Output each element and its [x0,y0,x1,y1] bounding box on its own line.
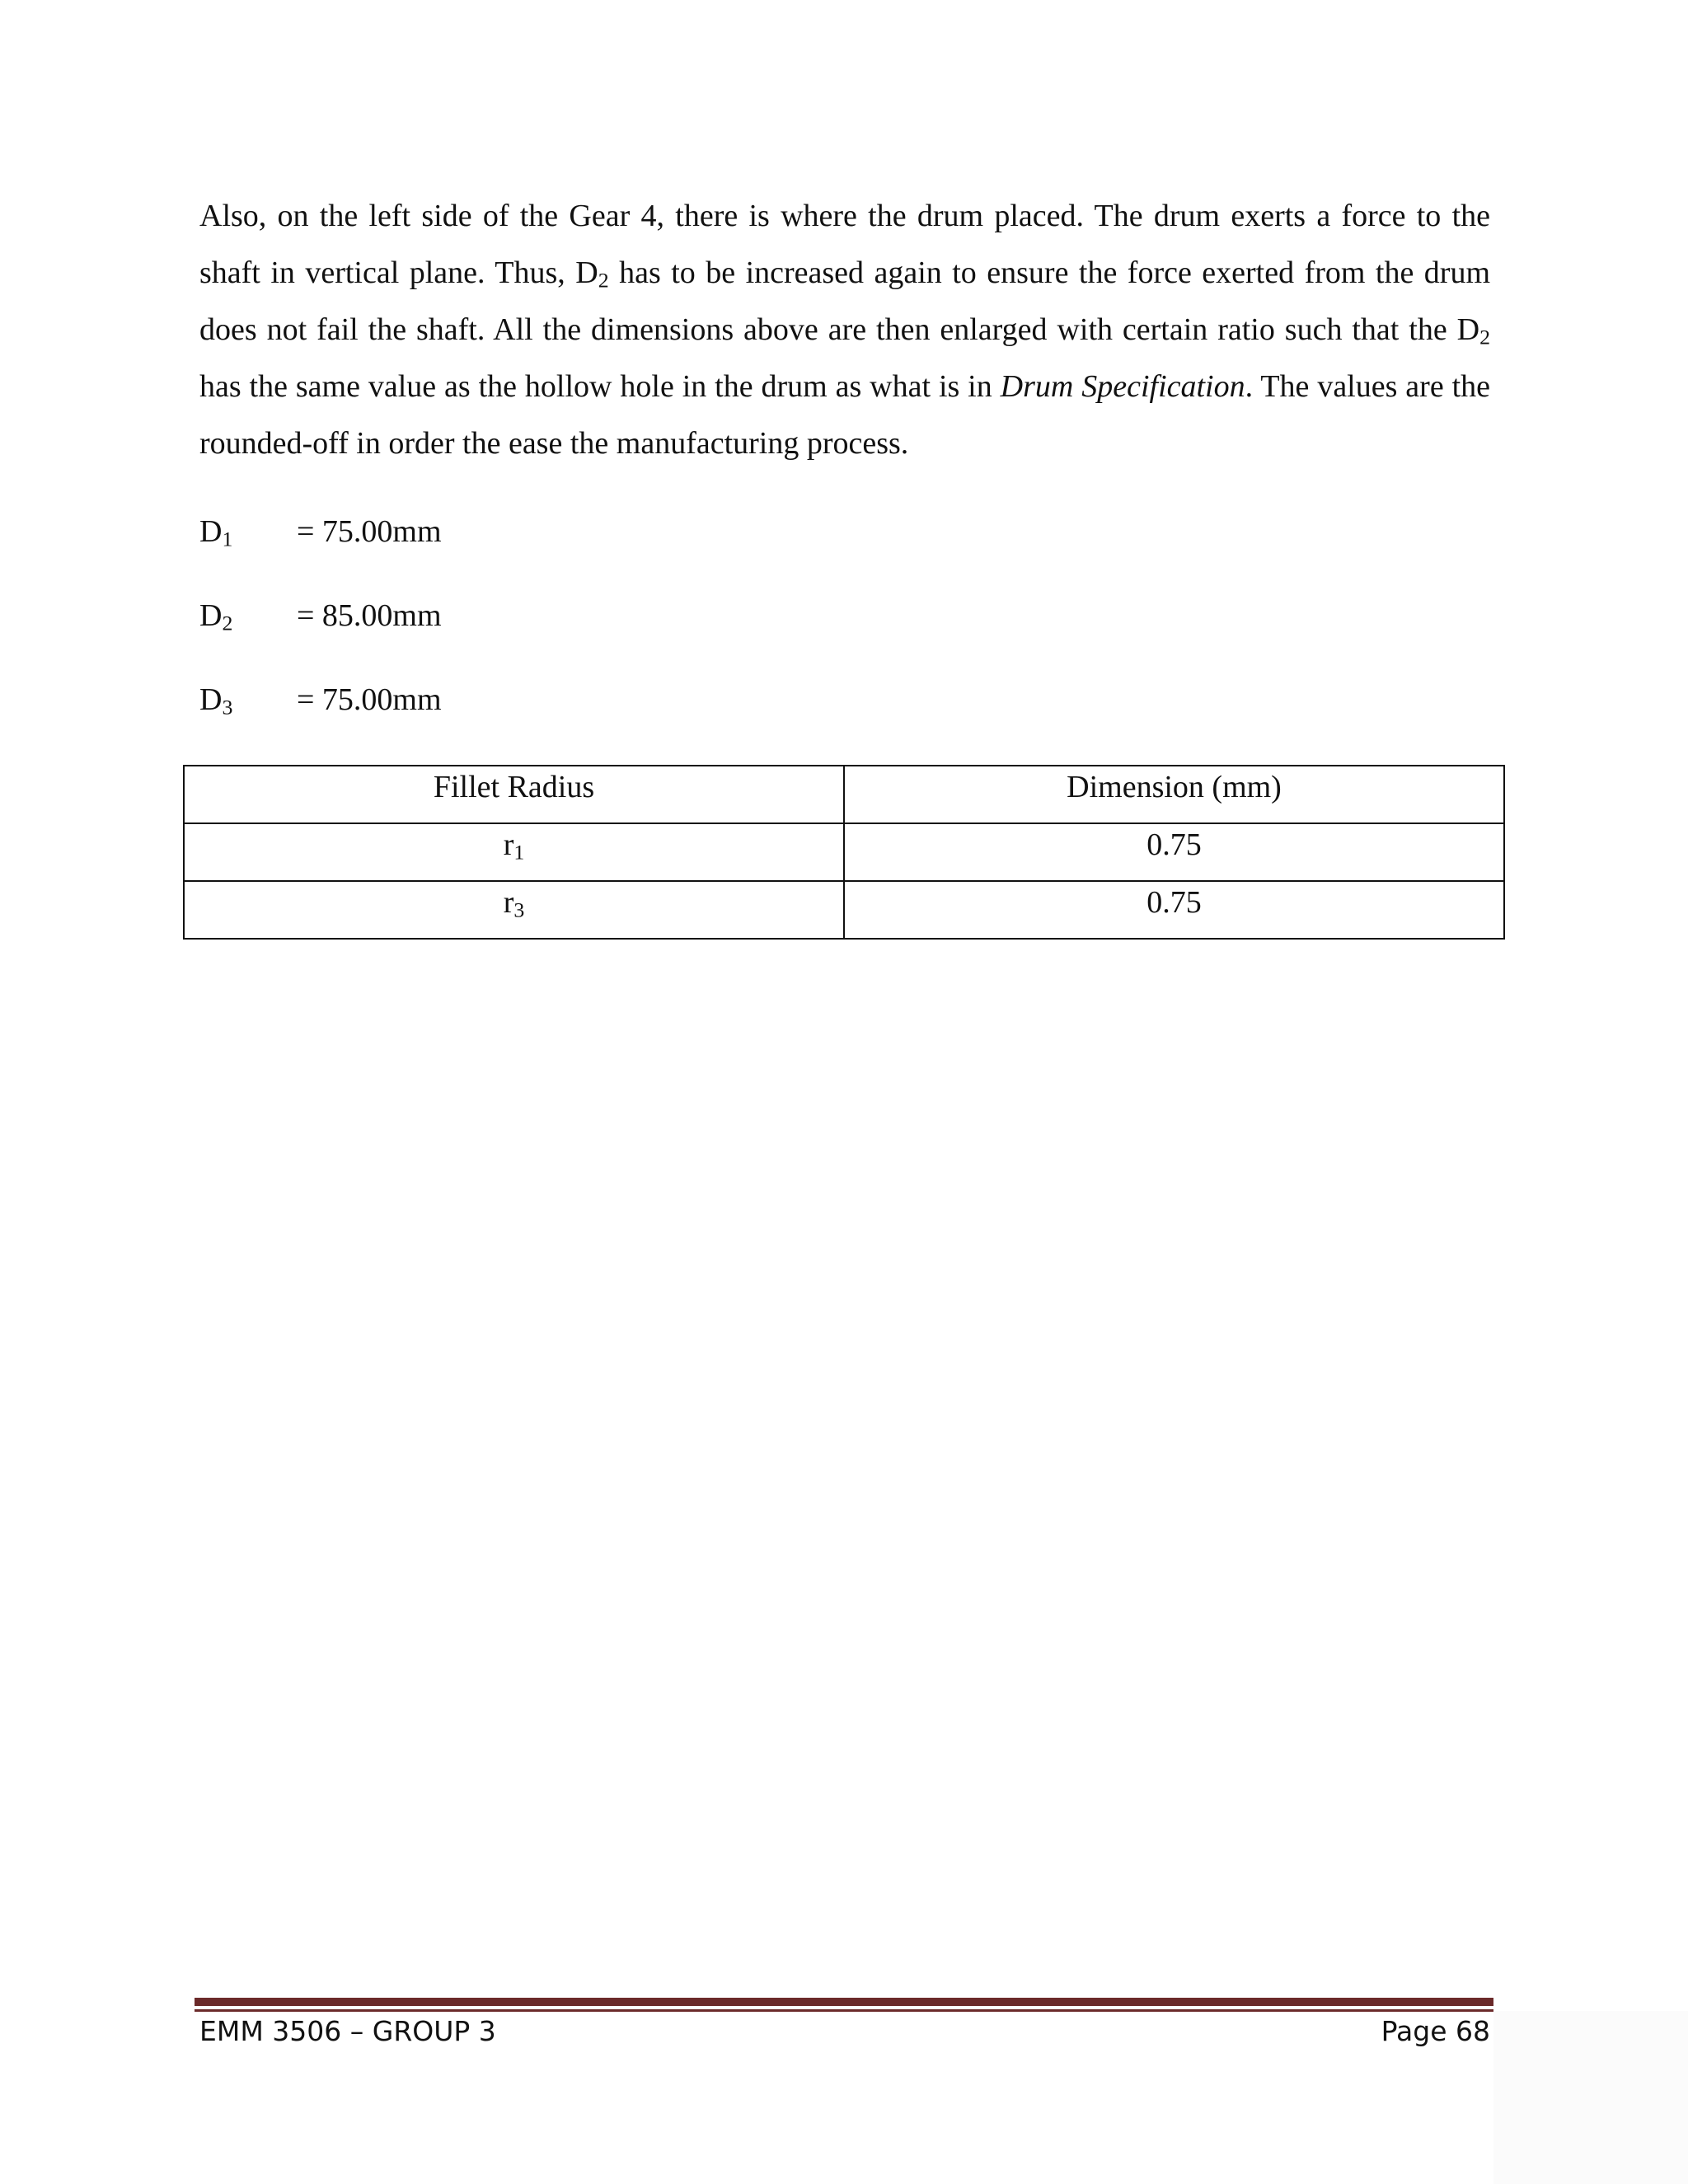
subscript: 2 [598,268,609,293]
table-row [184,881,1504,939]
symbol-letter: r [503,885,514,920]
dimension-value: = 75.00mm [297,682,442,717]
symbol-subscript: 2 [222,611,233,635]
body-paragraph [199,188,1490,472]
dimension-d2 [199,595,442,636]
table-cell-value: 0.75 [844,823,1504,881]
symbol-subscript: 3 [222,695,233,719]
symbol-letter: D [199,682,223,717]
symbol-subscript: 1 [513,840,525,865]
italic-reference: Drum Specification [1000,369,1245,404]
dimension-value: = 75.00mm [297,514,442,549]
footer-rule [195,1998,1493,2006]
symbol-letter: r [503,827,514,862]
symbol-subscript: 1 [222,527,233,551]
dimension-symbol [199,679,297,720]
paragraph-segment: has to be increased again to ensure the force exerted from the drum does not fail the shaft. All the dimensions above are then enlarged with certain ratio such that the D [199,255,1490,347]
table-cell-value: 0.75 [844,881,1504,939]
symbol-letter: D [199,514,223,549]
subscript: 2 [1479,325,1490,349]
symbol-letter: D [199,598,223,633]
table-header-cell: Dimension (mm) [844,766,1504,823]
paragraph-segment: . The values are the rounded-off in order the ease the manufacturing process. [199,369,1491,461]
table-cell-symbol [184,881,844,939]
dimension-d1 [199,511,442,552]
paragraph-segment: Also, on the left side of the Gear 4, there is where the drum placed. The drum exerts a force to the shaft in vertical plane. Thus, D [199,199,1490,290]
table-header-cell: Fillet Radius [184,766,844,823]
paragraph-text [199,188,1490,472]
dimension-symbol [199,511,297,552]
dimension-d3 [199,679,442,720]
symbol-subscript: 3 [513,898,525,922]
dimension-symbol [199,595,297,636]
table-header-row [184,766,1504,823]
dimension-value: = 85.00mm [297,598,442,633]
fillet-radius-table [183,765,1505,940]
table-cell-symbol [184,823,844,881]
footer-course-label: EMM 3506 – GROUP 3 [199,2015,496,2047]
table-row [184,823,1504,881]
corner-shade [1493,2011,1688,2184]
paragraph-segment: has the same value as the hollow hole in the drum as what is in [199,369,1001,404]
footer-page-number: Page 68 [1381,2015,1490,2047]
